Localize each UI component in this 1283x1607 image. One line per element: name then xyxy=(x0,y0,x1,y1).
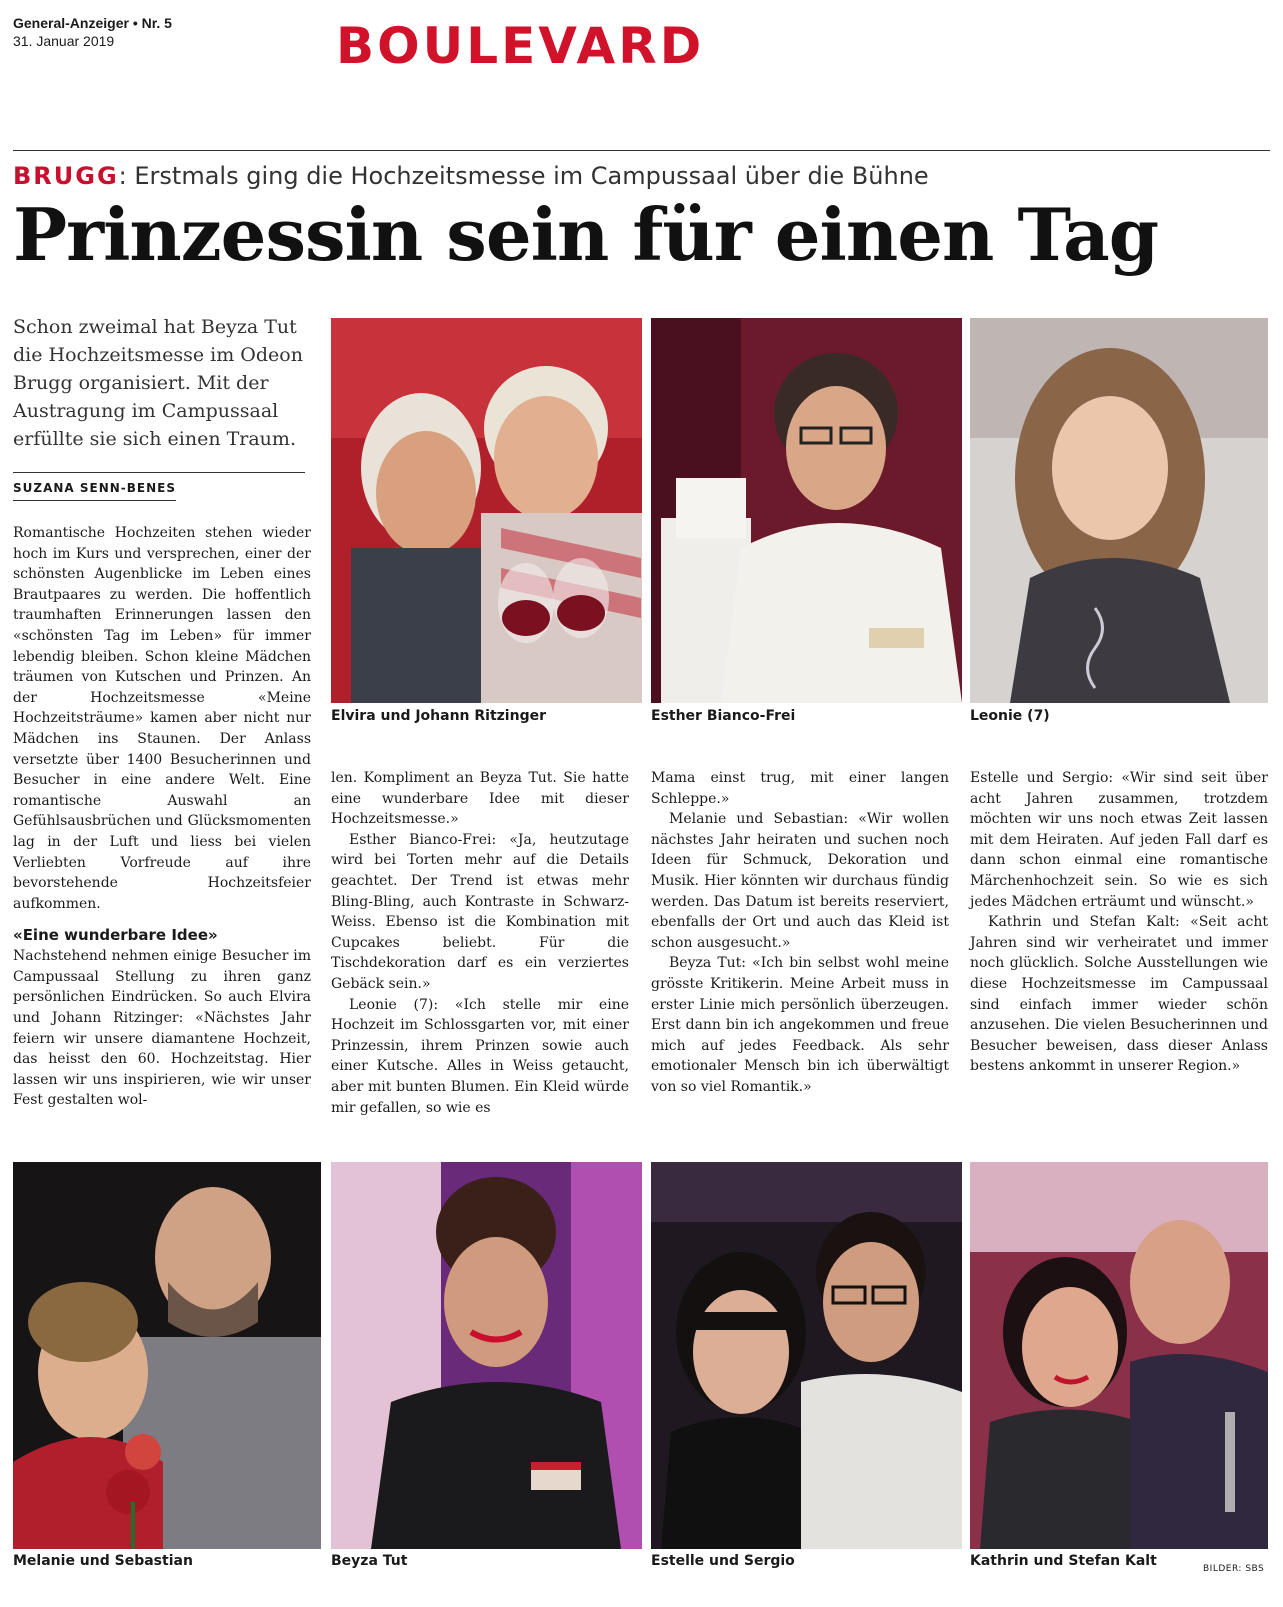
body-column-4 xyxy=(970,768,1268,1077)
photo-kalt xyxy=(970,1162,1268,1549)
body-paragraph: Leonie (7): «Ich stelle mir eine Hochzeit im Schlossgarten vor, mit einer Prinzessin, ihrem Prinzen sowie auch einer Kutsche. Alles in Weiss getaucht, aber mit bunten Blumen. Ein Kleid würde mir gefallen, so wie es xyxy=(331,996,629,1116)
photo-caption: Estelle und Sergio xyxy=(651,1553,795,1569)
body-column-1 xyxy=(13,523,311,1111)
kicker xyxy=(13,160,929,192)
photo-caption: Elvira und Johann Ritzinger xyxy=(331,708,546,724)
photo-beyza-tut xyxy=(331,1162,642,1549)
body-paragraph: Romantische Hochzeiten stehen wieder hoch im Kurs und versprechen, einer der schönsten Augenblicke im Leben eines Brautpaares zu werden. Die hoffentlich traumhaften Erinnerungen lassen den «schönsten Tag im Leben» für immer lebendig bleiben. Schon kleine Mädchen träumen von Kutschen und Prinzen. An der Hochzeitsmesse «Meine Hochzeitsträume» kamen aber nicht nur Mädchen ins Staunen. Der Anlass versetzte über 1400 Besucherinnen und Besucher in eine andere Welt. Eine romantische Auswahl an Gefühlsausbrüchen und Glücksmomenten lag in der Luft und liess bei vielen Verliebten Vorfreude auf ihre bevorstehende Hochzeitsfeier aufkommen. xyxy=(13,525,311,912)
lead-divider xyxy=(13,472,305,473)
body-column-2 xyxy=(331,768,629,1118)
photo-credit: BILDER: SBS xyxy=(1203,1564,1265,1574)
photo-melanie-sebastian xyxy=(13,1162,321,1549)
photo-ritzinger xyxy=(331,318,642,703)
photo-caption: Melanie und Sebastian xyxy=(13,1553,193,1569)
subheading: «Eine wunderbare Idee» xyxy=(13,926,218,945)
photo-estelle-sergio xyxy=(651,1162,962,1549)
issue-date: 31. Januar 2019 xyxy=(13,33,115,49)
photo-caption: Leonie (7) xyxy=(970,708,1050,724)
photo-caption: Kathrin und Stefan Kalt xyxy=(970,1553,1157,1569)
photo-caption: Esther Bianco-Frei xyxy=(651,708,796,724)
lead-paragraph: Schon zweimal hat Beyza Tut die Hochzeitsmesse im Odeon Brugg organisiert. Mit der Austragung im Campussaal erfüllte sie sich einen Traum. xyxy=(13,316,303,450)
body-paragraph: Nachstehend nehmen einige Besucher im Campussaal Stellung zu ihren ganz persönlichen Eindrücken. So auch Elvira und Johann Ritzinger: «Nächstes Jahr feiern wir unsere diamantene Hochzeit, das heisst den 60. Hochzeitstag. Hier lassen wir uns inspirieren, wie wir unser Fest gestalten wol- xyxy=(13,948,311,1109)
body-paragraph: Kathrin und Stefan Kalt: «Seit acht Jahren sind wir verheiratet und immer noch glücklich. Solche Ausstellungen wie diese Hochzeitsmesse im Campussaal sind einfach immer wieder schön anzusehen. Die vielen Besucherinnen und Besucher beweisen, dass dieser Anlass bestens ankommt in unserer Region.» xyxy=(970,914,1268,1075)
body-column-3 xyxy=(651,768,949,1098)
body-paragraph: Melanie und Sebastian: «Wir wollen nächstes Jahr heiraten und suchen noch Ideen für Schmuck, Dekoration und Musik. Hier könnten wir durchaus fündig werden. Das Datum ist bereits reserviert, ebenfalls der Ort und auch das Kleid ist schon ausgesucht.» xyxy=(651,811,949,951)
header-divider xyxy=(13,150,1270,151)
publication-name: General-Anzeiger • Nr. 5 xyxy=(13,15,172,31)
body-paragraph: Estelle und Sergio: «Wir sind seit über acht Jahren zusammen, trotzdem möchten wir uns noch etwas Zeit lassen mit dem Heiraten. Auf jeden Fall darf es dann schon einmal eine romantische Märchenhochzeit sein. So wie es sich jedes Mädchen erträumt und wünscht.» xyxy=(970,770,1268,910)
headline: Prinzessin sein für einen Tag xyxy=(13,192,1159,277)
body-paragraph: Mama einst trug, mit einer langen Schleppe.» xyxy=(651,770,949,807)
masthead-meta xyxy=(13,14,172,50)
body-paragraph: Beyza Tut: «Ich bin selbst wohl meine grösste Kritikerin. Meine Arbeit muss in erster Linie mich persönlich überzeugen. Erst dann bin ich angekommen und freue mich auf jedes Feedback. Als sehr emotionaler Mensch bin ich überwältigt von so viel Romantik.» xyxy=(651,955,949,1095)
photo-caption: Beyza Tut xyxy=(331,1553,408,1569)
author-byline: SUZANA SENN-BENES xyxy=(13,480,176,501)
kicker-place: BRUGG xyxy=(13,162,119,190)
kicker-text: : Erstmals ging die Hochzeitsmesse im Campussaal über die Bühne xyxy=(118,162,929,190)
body-paragraph: Esther Bianco-Frei: «Ja, heutzutage wird bei Torten mehr auf die Details geachtet. Der Trend ist etwas mehr Bling-Bling, auch Kontraste in Schwarz-Weiss. Ebenso ist die Kombination mit Cupcakes beliebt. Für die Tischdekoration darf es ein verziertes Gebäck sein.» xyxy=(331,831,629,992)
photo-bianco-frei xyxy=(651,318,962,703)
section-title: BOULEVARD xyxy=(336,17,705,75)
photo-leonie xyxy=(970,318,1268,703)
body-paragraph: len. Kompliment an Beyza Tut. Sie hatte eine wunderbare Idee mit dieser Hochzeitsmesse.» xyxy=(331,770,629,828)
